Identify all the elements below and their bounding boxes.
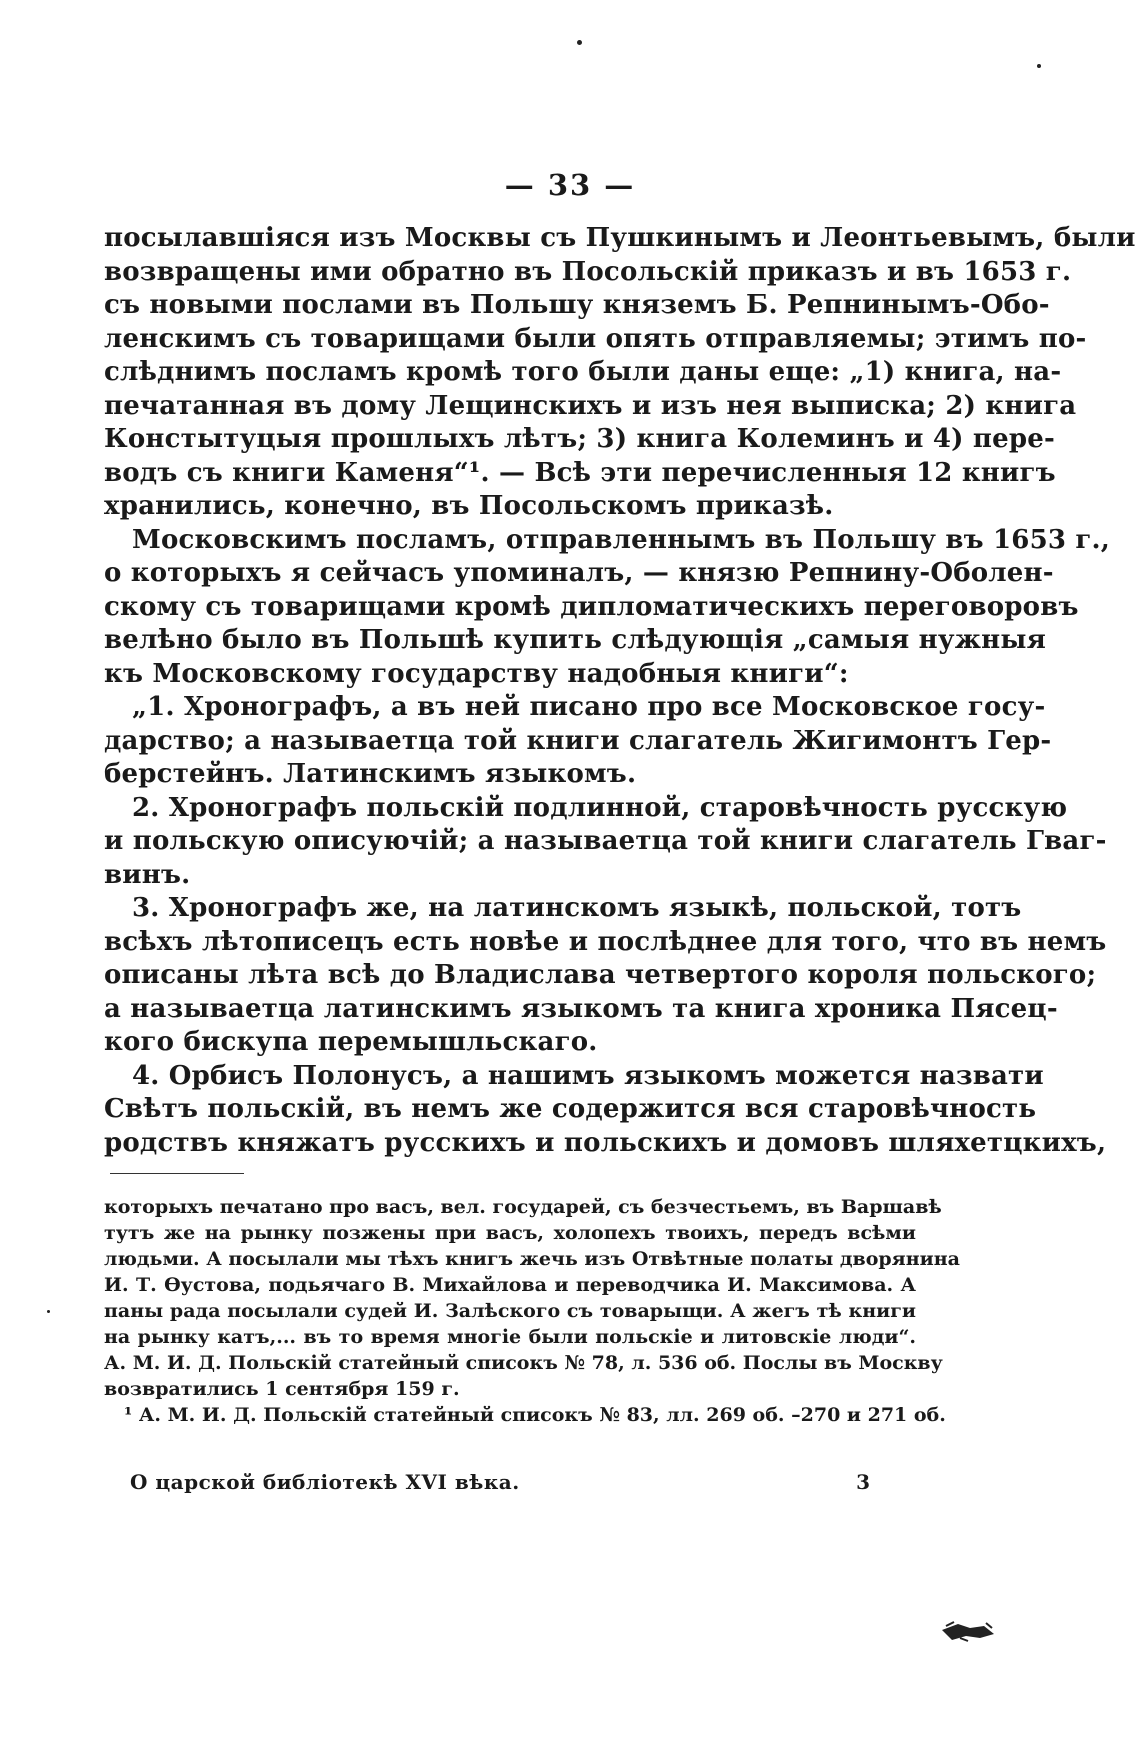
footnote-line: на рынку катъ,... въ то время многіе были польскіе и литовскіе люди“. [104, 1326, 916, 1348]
text-line: кого бискупа перемышльскаго. [104, 1027, 598, 1057]
text-line: 4. Орбисъ Полонусъ, а нашимъ языкомъ можется назвати [132, 1060, 1044, 1091]
text-line: всѣхъ лѣтописецъ есть новѣе и послѣднее для того, что въ немъ [104, 926, 1107, 957]
signature-mark: О царской библіотекѣ XVI вѣка. [130, 1470, 520, 1494]
text-line: водъ съ книги Каменя“¹. — Всѣ эти перечисленныя 12 книгъ [104, 457, 1056, 488]
text-line: а называетца латинскимъ языкомъ та книга хроника Пясец- [104, 993, 1058, 1024]
text-line: 2. Хронографъ польскій подлинной, старовѣчность русскую [132, 792, 1068, 823]
text-line: Констытуцыя прошлыхъ лѣтъ; 3) книга Колеминъ и 4) пере- [104, 424, 1056, 454]
text-line: дарство; а называетца той книги слагатель Жигимонтъ Гер- [104, 725, 1052, 756]
text-line: винъ. [104, 859, 191, 890]
footnote-line: И. Т. Ѳустова, подьячаго В. Михайлова и переводчика И. Максимова. А [104, 1274, 916, 1296]
text-line: ленскимъ съ товарищами были опять отправляемы; этимъ по- [104, 323, 1087, 354]
print-speck [577, 40, 582, 45]
text-line: описаны лѣта всѣ до Владислава четвертого короля польского; [104, 960, 1097, 990]
ink-smudge-icon [940, 1620, 996, 1642]
text-line: о которыхъ я сейчасъ упоминалъ, — князю Репнину-Оболен- [104, 558, 1054, 588]
text-line: велѣно было въ Польшѣ купить слѣдующія „самыя нужныя [104, 625, 1047, 655]
text-line: родствъ княжатъ русскихъ и польскихъ и домовъ шляхетцкихъ, [104, 1127, 1107, 1158]
text-line: слѣднимъ посламъ кромѣ того были даны еще: „1) книга, на- [104, 357, 1062, 387]
text-line: скому съ товарищами кромѣ дипломатическихъ переговоровъ [104, 591, 1079, 622]
body-text [104, 222, 1136, 1160]
footnote-line: ¹ А. М. И. Д. Польскій статейный списокъ № 83, лл. 269 об. –270 и 271 об. [124, 1404, 946, 1426]
footnote-line: возвратились 1 сентября 159 г. [104, 1378, 460, 1400]
footnotes [104, 1194, 960, 1428]
text-line: берстейнъ. Латинскимъ языкомъ. [104, 759, 637, 789]
sheet-number: 3 [856, 1470, 870, 1494]
text-line: посылавшіяся изъ Москвы съ Пушкинымъ и Леонтьевымъ, были [104, 223, 1136, 253]
text-line: печатанная въ дому Лещинскихъ и изъ нея выписка; 2) книга [104, 390, 1077, 421]
text-line: къ Московскому государству надобныя книги“: [104, 658, 849, 689]
text-line: съ новыми послами въ Польшу княземъ Б. Репнинымъ-Обо- [104, 290, 1050, 320]
footnote-line: паны рада посылали судей И. Залѣского съ товарыщи. А жегъ тѣ книги [104, 1300, 916, 1322]
text-line: 3. Хронографъ же, на латинскомъ языкѣ, польской, тотъ [132, 893, 1022, 923]
text-line: „1. Хронографъ, а въ ней писано про все Московское госу- [132, 692, 1046, 722]
text-line: Московскимъ посламъ, отправленнымъ въ Польшу въ 1653 г., [132, 524, 1111, 555]
footnote-line: которыхъ печатано про васъ, вел. государей, съ безчестьемъ, въ Варшавѣ [104, 1196, 942, 1218]
text-line: возвращены ими обратно въ Посольскій приказъ и въ 1653 г. [104, 256, 1072, 287]
footnote-line: А. М. И. Д. Польскій статейный списокъ № 78, л. 536 об. Послы въ Москву [104, 1352, 943, 1374]
text-line: Свѣтъ польскій, въ немъ же содержится вся старовѣчность [104, 1094, 1037, 1124]
text-line: хранились, конечно, въ Посольскомъ приказѣ. [104, 491, 834, 521]
print-speck [1037, 64, 1041, 68]
footnote-line: людьми. А посылали мы тѣхъ книгъ жечь изъ Отвѣтные полаты дворянина [104, 1248, 960, 1270]
footnote-divider [110, 1173, 244, 1174]
footnote-line: тутъ же на рынку позжены при васъ, холопехъ твоихъ, передъ всѣми [104, 1222, 916, 1244]
text-line: и польскую описуючій; а называетца той книги слагатель Гваг- [104, 826, 1107, 856]
print-speck [47, 1310, 50, 1313]
page-number: — 33 — [504, 168, 636, 202]
